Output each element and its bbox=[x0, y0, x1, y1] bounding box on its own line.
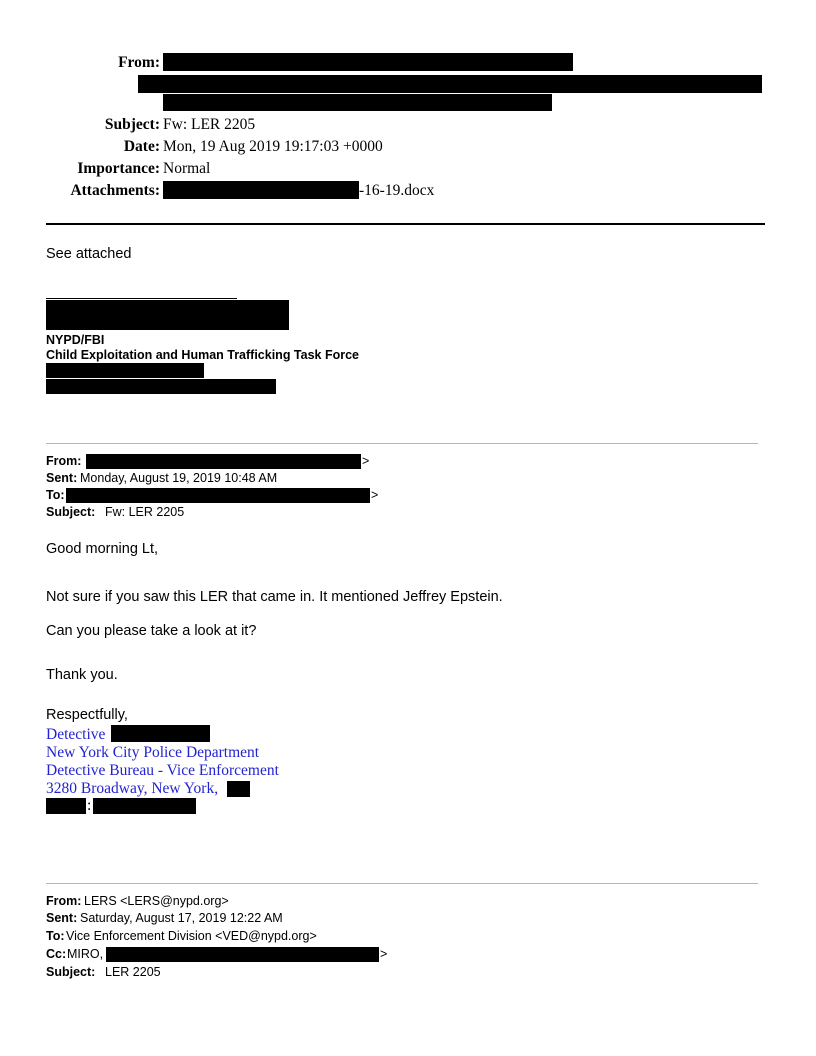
date-label: Date: bbox=[123, 138, 160, 155]
redacted-detective-name bbox=[111, 725, 210, 742]
fwd2-subject-value: LER 2205 bbox=[105, 965, 161, 979]
forward2-divider bbox=[46, 883, 758, 884]
importance-label: Importance: bbox=[77, 160, 160, 177]
forward1-divider bbox=[46, 443, 758, 444]
fwd1-sig-colon: : bbox=[87, 797, 92, 814]
redacted-fwd1-from bbox=[86, 454, 361, 469]
fwd1-sent-value: Monday, August 19, 2019 10:48 AM bbox=[80, 471, 278, 485]
fwd1-sig-dept: New York City Police Department bbox=[46, 744, 260, 761]
redacted-zip bbox=[227, 781, 250, 797]
redacted-from-line3 bbox=[163, 94, 552, 111]
fwd2-to-value: Vice Enforcement Division <VED@nypd.org> bbox=[66, 929, 317, 943]
fwd1-line2: Can you please take a look at it? bbox=[46, 623, 257, 639]
fwd1-from-suffix: > bbox=[362, 454, 370, 468]
fwd1-greeting: Good morning Lt, bbox=[46, 541, 159, 557]
fwd2-subject-label: Subject: bbox=[46, 965, 96, 979]
fwd1-line1: Not sure if you saw this LER that came in. It mentioned Jeffrey Epstein. bbox=[46, 589, 503, 605]
fwd1-sig-address: 3280 Broadway, New York, bbox=[46, 780, 219, 797]
redacted-signature-line1 bbox=[46, 363, 204, 378]
fwd1-thanks: Thank you. bbox=[46, 667, 118, 683]
redacted-fwd2-cc bbox=[106, 947, 379, 962]
redacted-fwd1-to bbox=[66, 488, 370, 503]
redacted-phone-label bbox=[46, 798, 86, 814]
subject-value: Fw: LER 2205 bbox=[163, 116, 256, 133]
fwd1-subject-value: Fw: LER 2205 bbox=[105, 505, 185, 519]
fwd1-from-label: From: bbox=[46, 454, 82, 468]
fwd1-sent-label: Sent: bbox=[46, 471, 78, 485]
signature-task-force: Child Exploitation and Human Trafficking Task Force bbox=[46, 348, 360, 362]
signature-org: NYPD/FBI bbox=[46, 333, 105, 347]
fwd2-to-label: To: bbox=[46, 929, 65, 943]
body-text: See attached bbox=[46, 246, 132, 262]
redacted-from-line2 bbox=[138, 75, 762, 93]
fwd1-sig-title: Detective bbox=[46, 726, 106, 743]
fwd1-subject-label: Subject: bbox=[46, 505, 96, 519]
redacted-attachment-name bbox=[163, 181, 359, 199]
fwd2-cc-prefix: MIRO, bbox=[67, 947, 104, 961]
fwd2-sent-value: Saturday, August 17, 2019 12:22 AM bbox=[80, 911, 283, 925]
redacted-signature-name bbox=[46, 300, 289, 330]
attachments-label: Attachments: bbox=[70, 182, 160, 199]
date-value: Mon, 19 Aug 2019 19:17:03 +0000 bbox=[163, 138, 383, 155]
redacted-phone bbox=[93, 798, 196, 814]
importance-value: Normal bbox=[163, 160, 211, 177]
redacted-from-line1 bbox=[163, 53, 573, 71]
fwd2-sent-label: Sent: bbox=[46, 911, 78, 925]
from-label: From: bbox=[118, 54, 160, 71]
subject-label: Subject: bbox=[104, 116, 160, 133]
fwd1-to-suffix: > bbox=[371, 488, 379, 502]
fwd2-cc-label: Cc: bbox=[46, 947, 67, 961]
fwd2-from-value: LERS <LERS@nypd.org> bbox=[84, 894, 229, 908]
header-divider bbox=[46, 223, 765, 225]
fwd1-closing: Respectfully, bbox=[46, 707, 128, 723]
fwd1-to-label: To: bbox=[46, 488, 65, 502]
redacted-signature-line2 bbox=[46, 379, 276, 394]
fwd2-from-label: From: bbox=[46, 894, 82, 908]
fwd1-sig-bureau: Detective Bureau - Vice Enforcement bbox=[46, 762, 279, 779]
fwd2-cc-suffix: > bbox=[380, 947, 388, 961]
signature-line bbox=[46, 298, 237, 299]
attachment-link[interactable]: -16-19.docx bbox=[359, 182, 435, 199]
